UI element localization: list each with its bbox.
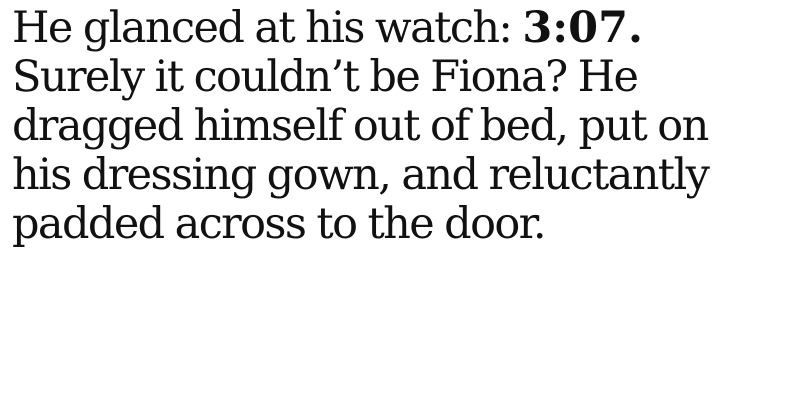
passage-line-1 — [12, 4, 782, 53]
watch-time: 3:07. — [522, 3, 643, 53]
passage-line-1-text: He glanced at his watch: — [12, 3, 523, 53]
passage-line-2: Surely it couldn’t be Fiona? He — [12, 52, 638, 102]
passage-line-4: his dressing gown, and reluctantly — [12, 150, 709, 200]
passage-line-5: padded across to the door. — [12, 199, 545, 249]
passage-line-3: dragged himself out of bed, put on — [12, 101, 708, 151]
text-passage — [12, 4, 782, 249]
